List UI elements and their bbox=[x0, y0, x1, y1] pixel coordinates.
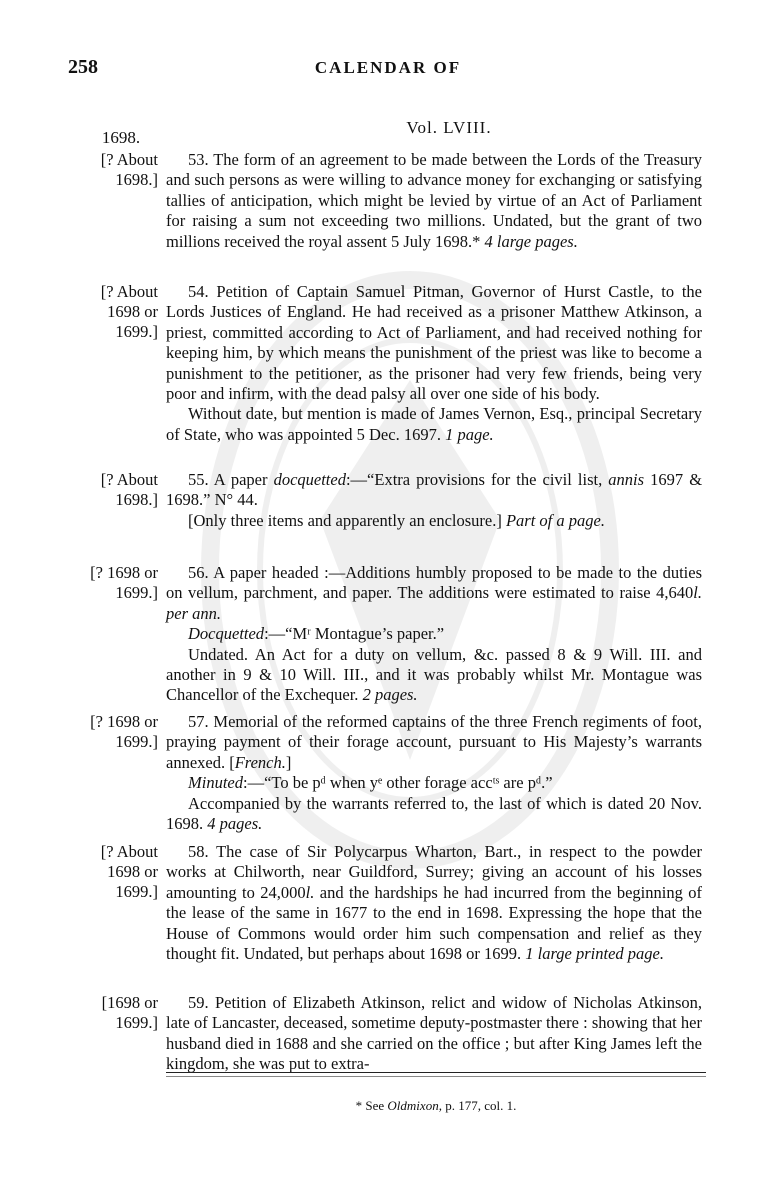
entry-text-italic: Minuted bbox=[188, 773, 243, 793]
footnote-reference: p. 177, col. 1. bbox=[445, 1098, 517, 1113]
footnote-prefix: * See bbox=[355, 1098, 385, 1113]
entry-text-italic: Docquetted bbox=[188, 624, 265, 644]
entry-extent: Part of a page. bbox=[505, 510, 605, 530]
entry-body bbox=[166, 282, 702, 445]
page-header bbox=[68, 56, 708, 82]
entry-text: 55. A paper bbox=[188, 470, 268, 489]
volume-heading: Vol. LVIII. bbox=[406, 118, 492, 137]
footnote-rule-thin bbox=[166, 1076, 706, 1077]
entry-text: :—“To be pᵈ when yᵉ other forage accᵗˢ are pᵈ.” bbox=[243, 773, 553, 793]
entry-extent: 1 large printed page. bbox=[525, 944, 664, 964]
entry-extent: 4 large pages. bbox=[484, 231, 578, 251]
footnote bbox=[166, 1098, 706, 1114]
footnote-rule bbox=[166, 1072, 706, 1073]
footnote-source: Oldmixon, bbox=[387, 1098, 442, 1113]
entry-text-italic: annis bbox=[608, 470, 645, 489]
entry-text: 58. The case of Sir Polycarpus Wharton, Bart., in respect to the powder works at Chilworth, near Guildford, Surrey; giving an account of his losses amounting to 24,000 bbox=[166, 842, 702, 902]
page-number: 258 bbox=[68, 56, 98, 78]
entry-text-italic: l. per ann. bbox=[166, 583, 702, 623]
entry-text: Accompanied by the warrants referred to, the last of which is dated 20 Nov. 1698. bbox=[166, 793, 702, 834]
entry-text-italic: French. bbox=[234, 752, 286, 772]
entry-text: 59. Petition of Elizabeth Atkinson, relict and widow of Nicholas Atkinson, late of Lancaster, deceased, sometime deputy-postmaster there : showing that her husband died in 1688 and she carried on the office ; but after King James left the kingdom, she was put to extra- bbox=[166, 993, 702, 1074]
entry-extent: 1 page. bbox=[445, 424, 494, 444]
entry-text: 57. Memorial of the reformed captains of the three French regiments of foot, praying payment of their forage account, pursuant to His Majesty’s warrants annexed. [ bbox=[166, 712, 702, 772]
entry-text: 53. The form of an agreement to be made between the Lords of the Treasury and such persons as were willing to advance money for exchanging or satisfying tallies of anticipation, which might be levied by virtue of an Act of Parliament for raising a sum not exceeding two millions. Undated, but the grant of two millions received the royal assent 5 July 1698.* bbox=[166, 150, 702, 251]
entry-date: [? About 1698.] bbox=[100, 150, 158, 189]
entry-text: :—“Mʳ Montague’s paper.” bbox=[264, 624, 445, 644]
entry-text-italic: l. bbox=[305, 882, 315, 902]
entry-date: [? About 1698 or 1699.] bbox=[100, 842, 158, 901]
entry-text: 56. A paper headed :—Additions humbly proposed to be made to the duties on vellum, parchment, and paper. The additions were estimated to raise 4,640 bbox=[166, 563, 702, 603]
entry-text: and the hardships he had incurred from the beginning of the lease of the same in 1677 to the end in 1698. Expressing the hope that the House of Commons would order him such compensation and relief as they thought fit. Undated, but perhaps about 1698 or 1699. bbox=[166, 882, 703, 964]
entry-date: [? About 1698 or 1699.] bbox=[100, 282, 158, 341]
entry-body bbox=[166, 150, 702, 252]
entry-extent: 4 pages. bbox=[207, 814, 263, 834]
entry-body bbox=[166, 563, 702, 706]
entry-text: Undated. An Act for a duty on vellum, &c. passed 8 & 9 Will. III. and another in 9 & 10 Will. III., and it was probably whilst Mr. Montague was Chancellor of the Exchequer. bbox=[166, 644, 702, 705]
entry-date: [? 1698 or 1699.] bbox=[90, 712, 158, 751]
entry-body bbox=[166, 993, 702, 1075]
entry-body bbox=[166, 470, 702, 531]
entry-date: [? About 1698.] bbox=[100, 470, 158, 509]
entry-date: [1698 or 1699.] bbox=[101, 993, 158, 1032]
entry-text: [Only three items and apparently an enclosure.] bbox=[188, 510, 502, 530]
entry-text: :—“Extra provisions for the civil list, bbox=[345, 470, 603, 489]
entry-text-italic: docquetted bbox=[273, 470, 346, 489]
entry-body bbox=[166, 712, 702, 834]
running-title: CALENDAR OF bbox=[314, 58, 462, 77]
entry-text: ] bbox=[285, 752, 292, 772]
entry-text: 54. Petition of Captain Samuel Pitman, Governor of Hurst Castle, to the Lords Justices of England. He had received as a prisoner Matthew Atkinson, a priest, committed according to Act of Parliament, and had received nothing for keeping him, by which means the punishment of the priest was like to become a punishment to the petitioner, as the prisoner had very few friends, being very poor and infirm, with the dead palsy all over one side of his body. bbox=[166, 282, 702, 404]
entry-date: [? 1698 or 1699.] bbox=[90, 563, 158, 602]
entry-text: 1697 & 1698.” N° 44. bbox=[166, 470, 703, 510]
year-heading: 1698. bbox=[101, 128, 141, 147]
entry-body bbox=[166, 842, 702, 964]
entry-text: Without date, but mention is made of James Vernon, Esq., principal Secretary of State, who was appointed 5 Dec. 1697. bbox=[166, 404, 702, 444]
entry-extent: 2 pages. bbox=[362, 685, 418, 705]
